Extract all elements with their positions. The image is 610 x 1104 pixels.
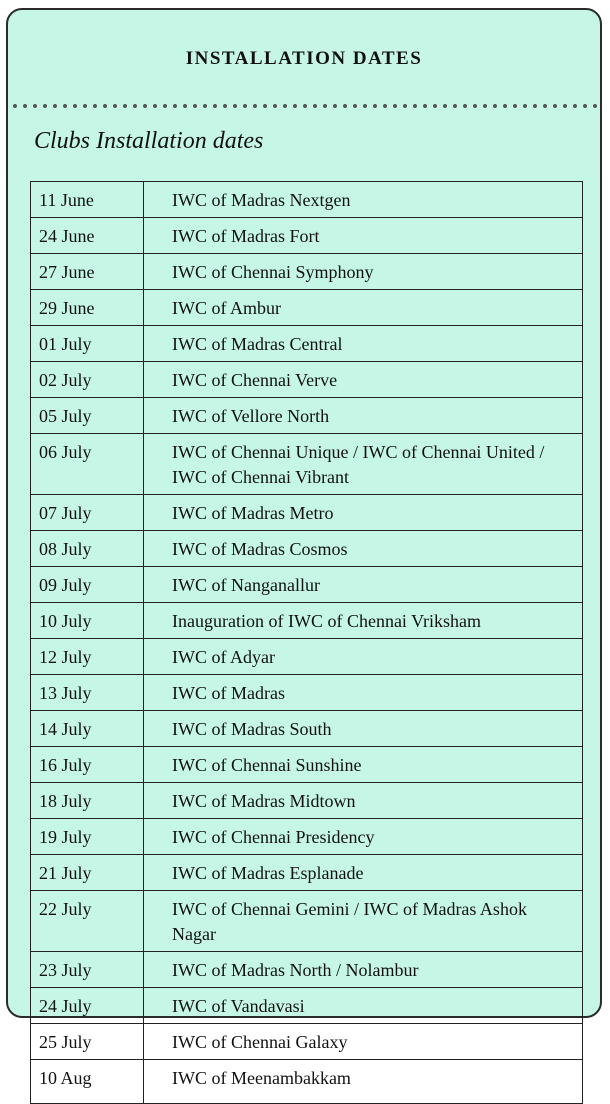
date-cell: 06 July — [31, 434, 144, 495]
table-row — [31, 254, 583, 290]
club-cell: IWC of Madras Metro — [144, 495, 583, 531]
date-cell: 25 July — [31, 1024, 144, 1060]
club-cell: Inauguration of IWC of Chennai Vriksham — [144, 603, 583, 639]
installation-dates-panel — [6, 8, 602, 1088]
date-cell: 21 July — [31, 855, 144, 891]
table-row — [31, 988, 583, 1024]
date-cell: 10 July — [31, 603, 144, 639]
club-cell: IWC of Chennai Verve — [144, 362, 583, 398]
date-cell: 10 Aug — [31, 1060, 144, 1104]
table-row — [31, 398, 583, 434]
date-cell: 08 July — [31, 531, 144, 567]
date-cell: 11 June — [31, 182, 144, 218]
table-row — [31, 218, 583, 254]
table-row — [31, 362, 583, 398]
club-cell: IWC of Chennai Sunshine — [144, 747, 583, 783]
club-cell: IWC of Madras Nextgen — [144, 182, 583, 218]
table-row — [31, 326, 583, 362]
date-cell: 24 July — [31, 988, 144, 1024]
date-cell: 01 July — [31, 326, 144, 362]
date-cell: 05 July — [31, 398, 144, 434]
date-cell: 12 July — [31, 639, 144, 675]
table-row — [31, 891, 583, 952]
date-cell: 16 July — [31, 747, 144, 783]
dotted-divider — [8, 103, 600, 109]
table-row — [31, 182, 583, 218]
table-row — [31, 531, 583, 567]
section-heading: INSTALLATION DATES — [185, 48, 423, 69]
date-cell: 23 July — [31, 952, 144, 988]
date-cell: 29 June — [31, 290, 144, 326]
table-row — [31, 711, 583, 747]
club-cell: IWC of Madras North / Nolambur — [144, 952, 583, 988]
date-cell: 22 July — [31, 891, 144, 952]
table-subtitle: Clubs Installation dates — [34, 128, 264, 154]
table-row — [31, 290, 583, 326]
club-cell: IWC of Adyar — [144, 639, 583, 675]
club-cell: IWC of Madras Midtown — [144, 783, 583, 819]
table-row — [31, 1024, 583, 1060]
table-row — [31, 952, 583, 988]
date-cell: 27 June — [31, 254, 144, 290]
date-cell: 13 July — [31, 675, 144, 711]
club-cell: IWC of Chennai Gemini / IWC of Madras Ashok Nagar — [144, 891, 583, 952]
date-cell: 14 July — [31, 711, 144, 747]
table-row — [31, 603, 583, 639]
club-cell: IWC of Vandavasi — [144, 988, 583, 1024]
table-row — [31, 783, 583, 819]
club-cell: IWC of Madras Cosmos — [144, 531, 583, 567]
club-cell: IWC of Chennai Galaxy — [144, 1024, 583, 1060]
club-cell: IWC of Ambur — [144, 290, 583, 326]
date-cell: 07 July — [31, 495, 144, 531]
date-cell: 24 June — [31, 218, 144, 254]
date-cell: 18 July — [31, 783, 144, 819]
installation-dates-table — [30, 181, 583, 1104]
club-cell: IWC of Meenambakkam — [144, 1060, 583, 1104]
table-row — [31, 855, 583, 891]
club-cell: IWC of Madras Central — [144, 326, 583, 362]
date-cell: 02 July — [31, 362, 144, 398]
club-cell: IWC of Madras South — [144, 711, 583, 747]
table-row — [31, 747, 583, 783]
table-row — [31, 434, 583, 495]
table-row — [31, 495, 583, 531]
table-row — [31, 675, 583, 711]
date-cell: 19 July — [31, 819, 144, 855]
club-cell: IWC of Chennai Symphony — [144, 254, 583, 290]
table-row — [31, 639, 583, 675]
club-cell: IWC of Madras — [144, 675, 583, 711]
club-cell: IWC of Madras Esplanade — [144, 855, 583, 891]
table-row — [31, 1060, 583, 1104]
table-row — [31, 819, 583, 855]
club-cell: IWC of Madras Fort — [144, 218, 583, 254]
club-cell: IWC of Chennai Presidency — [144, 819, 583, 855]
club-cell: IWC of Nanganallur — [144, 567, 583, 603]
club-cell: IWC of Vellore North — [144, 398, 583, 434]
table-row — [31, 567, 583, 603]
club-cell: IWC of Chennai Unique / IWC of Chennai United / IWC of Chennai Vibrant — [144, 434, 583, 495]
date-cell: 09 July — [31, 567, 144, 603]
